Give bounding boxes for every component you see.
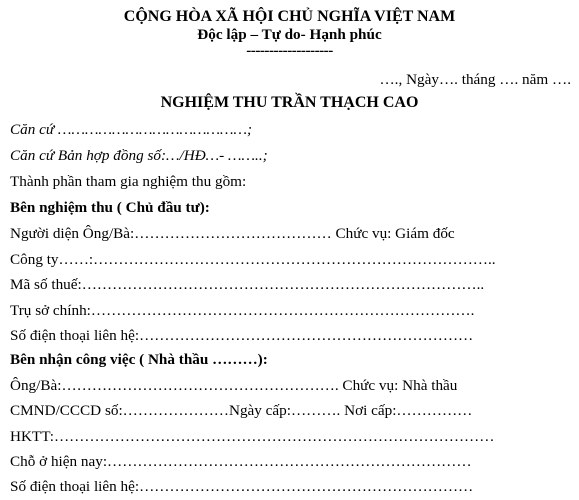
party-b-hktt: HKTT:…………………………………………………………………………… (10, 428, 495, 445)
document-title: NGHIỆM THU TRẦN THẠCH CAO (160, 94, 419, 111)
party-a-heading: Bên nghiệm thu ( Chủ đầu tư): (10, 199, 210, 216)
basis-line-1: Căn cứ ……………………………………; (10, 121, 253, 138)
party-a-company: Công ty……:…………………………………………………………………….. (10, 251, 496, 268)
party-b-heading: Bên nhận công việc ( Nhà thầu ………): (10, 351, 268, 368)
basis-line-2: Căn cứ Bản hợp đồng số:…/HĐ…- ……..; (10, 147, 268, 164)
date-line: …., Ngày…. tháng …. năm …. (379, 71, 571, 88)
party-b-phone: Số điện thoại liên hệ:………………………………………………………… (10, 478, 474, 495)
party-b-current-address: Chỗ ở hiện nay:……………………………………………………………… (10, 453, 472, 470)
header-divider: ------------------- (246, 42, 333, 59)
participants-intro: Thành phần tham gia nghiệm thu gồm: (10, 173, 247, 190)
party-b-representative: Ông/Bà:………………………………………………. Chức vụ: Nhà thầu (10, 377, 458, 394)
header-motto: Độc lập – Tự do- Hạnh phúc (197, 26, 382, 43)
party-a-head-office: Trụ sở chính:…………………………………………………………………. (10, 302, 475, 319)
header-nation: CỘNG HÒA XÃ HỘI CHỦ NGHĨA VIỆT NAM (123, 8, 456, 25)
party-a-phone: Số điện thoại liên hệ:………………………………………………………… (10, 327, 474, 344)
party-a-tax-code: Mã số thuế:…………………………………………………………………….. (10, 276, 485, 293)
party-a-representative: Người diện Ông/Bà:………………………………… Chức vụ: Giám đốc (10, 225, 455, 242)
party-b-id-card: CMND/CCCD số:…………………Ngày cấp:………. Nơi cấp:…………… (10, 402, 473, 419)
